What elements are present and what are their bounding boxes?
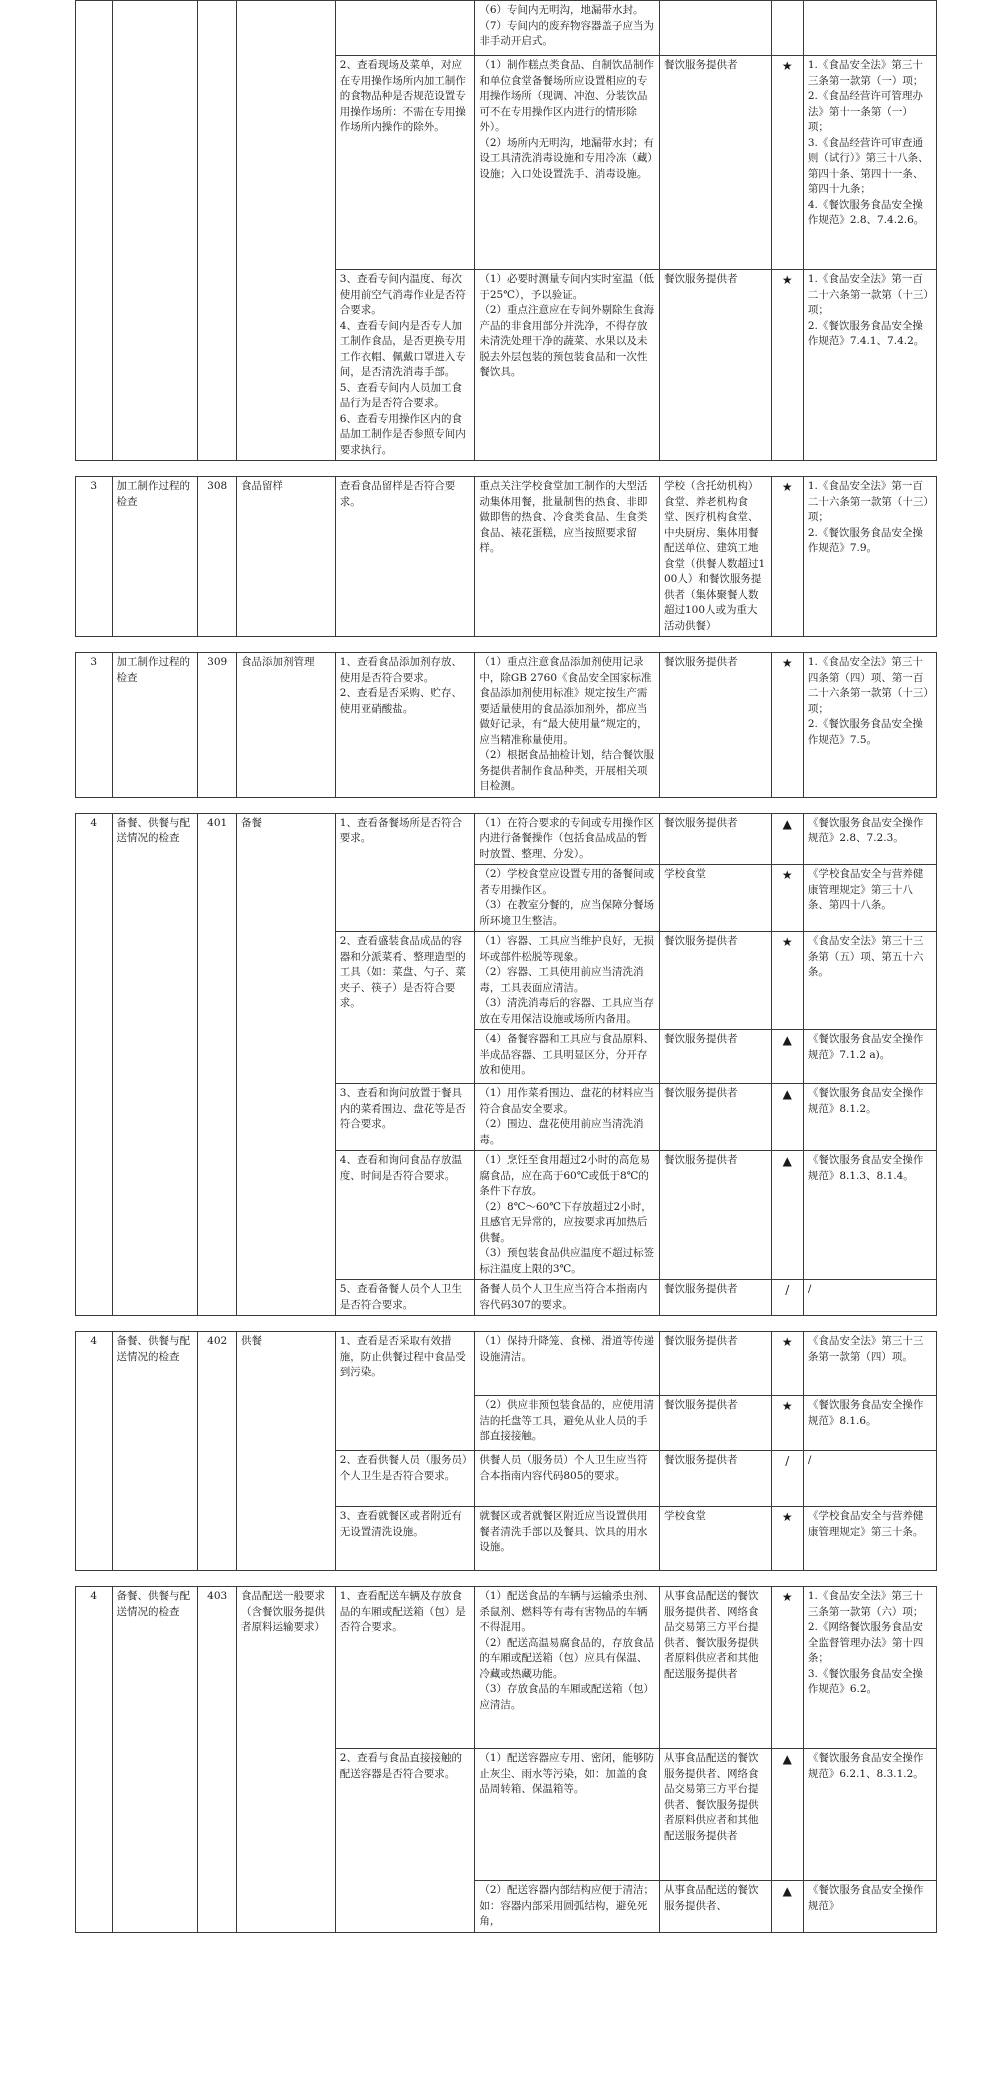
content-code: 401 bbox=[198, 813, 237, 1316]
item-number: 3 bbox=[76, 477, 113, 637]
legal-basis-line: 1.《食品安全法》第三十三条第一款第（六）项； bbox=[807, 1590, 924, 1618]
content-code: 402 bbox=[198, 1332, 237, 1571]
check-content-line: 查看食品留样是否符合要求。 bbox=[339, 480, 456, 508]
check-content bbox=[335, 1332, 475, 1451]
legal-basis bbox=[803, 865, 936, 932]
importance-mark: ▲ bbox=[771, 1084, 803, 1151]
legal-basis-line: 2.《餐饮服务食品安全操作规范》7.5。 bbox=[807, 718, 923, 746]
legal-basis bbox=[803, 1, 936, 56]
importance-mark: ▲ bbox=[771, 1030, 803, 1084]
legal-basis-line: 2.《餐饮服务食品安全操作规范》7.4.1、7.4.2。 bbox=[807, 319, 925, 347]
legal-basis bbox=[803, 653, 936, 798]
applicable-subject: 学校（含托幼机构）食堂、养老机构食堂、医疗机构食堂、中央厨房、集体用餐配送单位、建筑工地食堂（供餐人数超过100人）和餐饮服务提供者（集体聚餐人数超过100人或为重大活动供餐） bbox=[659, 477, 771, 637]
check-method bbox=[475, 270, 660, 461]
check-method-line: （7）专间内的废弃物容器盖子应当为非手动开启式。 bbox=[479, 19, 655, 47]
section-gap bbox=[76, 637, 937, 653]
applicable-subject: 餐饮服务提供者 bbox=[659, 1451, 771, 1507]
check-method-line: （2）重点注意应在专间外剔除生食海产品的非食用部分并洗净，不得存放未清洗处理干净的蔬菜、水果以及未脱去外层包装的预包装食品和一次性餐饮具。 bbox=[479, 304, 655, 378]
legal-basis bbox=[803, 1881, 936, 1933]
check-method-line: （2）配送高温易腐食品的，存放食品的车厢或配送箱（包）应具有保温、冷藏或热藏功能。 bbox=[479, 1636, 655, 1680]
legal-basis bbox=[803, 270, 936, 461]
check-method bbox=[475, 1030, 660, 1084]
content-code: 308 bbox=[198, 477, 237, 637]
check-method bbox=[475, 1451, 660, 1507]
check-method-line: （1）制作糕点类食品、自制饮品制作和单位食堂备餐场所应设置相应的专用操作场所（现调、冲泡、分装饮品可不在专用操作区内进行的情形除外）。 bbox=[479, 59, 655, 133]
check-method bbox=[475, 1084, 660, 1151]
check-category: 备餐、供餐与配送情况的检查 bbox=[112, 1587, 198, 1933]
legal-basis-line: 1.《食品安全法》第一百二十六条第一款第（十三）项； bbox=[807, 273, 929, 316]
legal-basis bbox=[803, 1030, 936, 1084]
check-method-line: （2）容器、工具使用前应当清洗消毒，工具表面应清洁。 bbox=[479, 966, 644, 994]
legal-basis-line: / bbox=[807, 1283, 812, 1295]
check-content-line: 6、查看专用操作区内的食品加工制作是否参照专间内要求执行。 bbox=[339, 412, 466, 456]
check-item: 食品添加剂管理 bbox=[237, 653, 336, 798]
importance-mark: ★ bbox=[771, 1587, 803, 1749]
check-method-line: （1）烹饪至食用超过2小时的高危易腐食品，应在高于60℃或低于8℃的条件下存放。 bbox=[479, 1154, 651, 1197]
check-method bbox=[475, 653, 660, 798]
importance-mark: ▲ bbox=[771, 1151, 803, 1280]
legal-basis bbox=[803, 1587, 936, 1749]
check-item: 食品配送一般要求（含餐饮服务提供者原料运输要求） bbox=[237, 1587, 336, 1933]
check-method bbox=[475, 1280, 660, 1316]
check-method-line: （1）重点注意食品添加剂使用记录中，除GB 2760《食品安全国家标准 食品添加剂使用标准》规定按生产需要适量使用的食品添加剂外，都应当做好记录，有“最大使用量”规定的，应当精准称量使用。 bbox=[479, 656, 652, 746]
check-method bbox=[475, 1332, 660, 1396]
check-method-line: （3）存放食品的车厢或配送箱（包）应清洁。 bbox=[479, 1683, 655, 1711]
check-content bbox=[335, 1084, 475, 1151]
check-method bbox=[475, 56, 660, 270]
legal-basis-line: 1.《食品安全法》第三十四条第（四）项、第一百二十六条第一款第（十三）项； bbox=[807, 656, 929, 715]
check-content bbox=[335, 1749, 475, 1933]
inspection-guide-table bbox=[75, 0, 937, 2096]
applicable-subject: 学校食堂 bbox=[659, 865, 771, 932]
table-row bbox=[76, 813, 937, 865]
check-method bbox=[475, 1749, 660, 1881]
legal-basis-line: 《餐饮服务食品安全操作规范》2.8、7.2.3。 bbox=[807, 816, 924, 844]
applicable-subject: 学校食堂 bbox=[659, 1507, 771, 1571]
legal-basis bbox=[803, 813, 936, 865]
legal-basis-line: 《学校食品安全与营养健康管理规定》第三十条。 bbox=[807, 1510, 924, 1538]
applicable-subject: 餐饮服务提供者 bbox=[659, 1332, 771, 1396]
legal-basis bbox=[803, 1084, 936, 1151]
applicable-subject: 餐饮服务提供者 bbox=[659, 932, 771, 1030]
legal-basis-line: 《餐饮服务食品安全操作规范》8.1.3、8.1.4。 bbox=[807, 1154, 924, 1182]
check-content-line: 3、查看和询问放置于餐具内的菜肴围边、盘花等是否符合要求。 bbox=[339, 1087, 466, 1130]
check-category bbox=[112, 1, 198, 461]
legal-basis-line: 《餐饮服务食品安全操作规范》8.1.6。 bbox=[807, 1399, 924, 1427]
check-content-line: 1、查看是否采取有效措施，防止供餐过程中食品受到污染。 bbox=[339, 1335, 466, 1378]
check-method-line: （3）在教室分餐的，应当保障分餐场所环境卫生整洁。 bbox=[479, 899, 655, 927]
check-content bbox=[335, 813, 475, 932]
check-item: 备餐 bbox=[237, 813, 336, 1316]
check-content-line: 2、查看现场及菜单，对应在专用操作场所内加工制作的食物品种是否规范设置专用操作场所：不需在专用操作场所内操作的除外。 bbox=[339, 59, 466, 133]
legal-basis bbox=[803, 1151, 936, 1280]
table-row bbox=[76, 653, 937, 798]
check-content bbox=[335, 1151, 475, 1280]
check-item bbox=[237, 1, 336, 461]
legal-basis-line: 2.《餐饮服务食品安全操作规范》7.9。 bbox=[807, 526, 923, 554]
applicable-subject: 餐饮服务提供者 bbox=[659, 56, 771, 270]
applicable-subject: 餐饮服务提供者 bbox=[659, 1151, 771, 1280]
section-gap bbox=[76, 461, 937, 477]
check-method-line: 就餐区或者就餐区附近应当设置供用餐者清洗手部以及餐具、饮具的用水设施。 bbox=[479, 1510, 648, 1553]
check-method-line: 重点关注学校食堂加工制作的大型活动集体用餐，批量制售的热食、非即做即售的热食、冷食类食品、生食类食品、裱花蛋糕，应当按照要求留样。 bbox=[479, 480, 648, 554]
item-number bbox=[76, 1, 113, 461]
check-method-line: （1）配送食品的车辆与运输杀虫剂、杀鼠剂、燃料等有毒有害物品的车辆不得混用。 bbox=[479, 1590, 655, 1633]
guide-table bbox=[75, 0, 937, 1933]
check-content-line: 3、查看专间内温度、每次使用前空气消毒作业是否符合要求。 bbox=[339, 273, 466, 316]
table-row bbox=[76, 477, 937, 637]
check-content-line: 5、查看专间内人员加工食品行为是否符合要求。 bbox=[339, 381, 462, 409]
check-method-line: （6）专间内无明沟，地漏带水封。 bbox=[479, 4, 644, 16]
legal-basis-line: 1.《食品安全法》第三十三条第一款第（一）项； bbox=[807, 59, 924, 87]
check-content bbox=[335, 1280, 475, 1316]
content-code bbox=[198, 1, 237, 461]
importance-mark bbox=[771, 1, 803, 56]
check-method-line: （1）必要时测量专间内实时室温（低于25℃），予以验证。 bbox=[479, 273, 655, 301]
check-item: 供餐 bbox=[237, 1332, 336, 1571]
applicable-subject: 餐饮服务提供者 bbox=[659, 653, 771, 798]
section-gap bbox=[76, 797, 937, 813]
check-method-line: （2）供应非预包装食品的，应使用清洁的托盘等工具，避免从业人员的手部直接接触。 bbox=[479, 1399, 655, 1442]
check-content-line: 5、查看备餐人员个人卫生是否符合要求。 bbox=[339, 1283, 462, 1311]
item-number: 4 bbox=[76, 1332, 113, 1571]
legal-basis-line: 《餐饮服务食品安全操作规范》 bbox=[807, 1884, 924, 1912]
legal-basis-line: 2.《食品经营许可管理办法》第十一条第（一）项； bbox=[807, 90, 923, 133]
applicable-subject: 餐饮服务提供者 bbox=[659, 1280, 771, 1316]
legal-basis-line: 3.《餐饮服务食品安全操作规范》6.2。 bbox=[807, 1667, 923, 1695]
check-content-line: 2、查看是否采购、贮存、使用亚硝酸盐。 bbox=[339, 687, 462, 715]
importance-mark: ★ bbox=[771, 56, 803, 270]
applicable-subject: 从事食品配送的餐饮服务提供者、网络食品交易第三方平台提供者、餐饮服务提供者原料供应者和其他配送服务提供者 bbox=[659, 1587, 771, 1749]
item-number: 4 bbox=[76, 813, 113, 1316]
check-method-line: （3）预包装食品供应温度不超过标签标注温度上限的3℃。 bbox=[479, 1247, 655, 1275]
importance-mark: ★ bbox=[771, 1332, 803, 1396]
check-method-line: （3）清洗消毒后的容器、工具应当存放在专用保洁设施或场所内备用。 bbox=[479, 997, 655, 1025]
applicable-subject: 餐饮服务提供者 bbox=[659, 1396, 771, 1451]
table-row bbox=[76, 1332, 937, 1396]
check-content bbox=[335, 56, 475, 270]
check-method-line: （2）学校食堂应设置专用的备餐间或者专用操作区。 bbox=[479, 868, 655, 896]
applicable-subject: 餐饮服务提供者 bbox=[659, 270, 771, 461]
check-method bbox=[475, 477, 660, 637]
check-method bbox=[475, 865, 660, 932]
applicable-subject bbox=[659, 1, 771, 56]
check-content-line: 1、查看备餐场所是否符合要求。 bbox=[339, 816, 462, 844]
section-gap bbox=[76, 1571, 937, 1587]
legal-basis bbox=[803, 1749, 936, 1881]
applicable-subject: 餐饮服务提供者 bbox=[659, 813, 771, 865]
legal-basis bbox=[803, 1280, 936, 1316]
table-row bbox=[76, 1587, 937, 1749]
legal-basis bbox=[803, 477, 936, 637]
check-method bbox=[475, 1881, 660, 1933]
check-method bbox=[475, 813, 660, 865]
legal-basis-line: 4.《餐饮服务食品安全操作规范》2.8、7.4.2.6。 bbox=[807, 198, 925, 226]
check-method-line: （2）场所内无明沟，地漏带水封；有设工具清洗消毒设施和专用冷冻（藏）设施；入口处设置洗手、消毒设施。 bbox=[479, 136, 655, 180]
legal-basis-line: 2.《网络餐饮服务食品安全监督管理办法》第十四条； bbox=[807, 1621, 924, 1664]
check-method bbox=[475, 1, 660, 56]
legal-basis-line: 3.《食品经营许可审查通则（试行）》第三十八条、第四十条、第四十一条、第四十九条； bbox=[807, 136, 929, 195]
content-code: 403 bbox=[198, 1587, 237, 1933]
importance-mark: ★ bbox=[771, 865, 803, 932]
importance-mark: ★ bbox=[771, 932, 803, 1030]
check-method bbox=[475, 1587, 660, 1749]
importance-mark: / bbox=[771, 1451, 803, 1507]
table-row bbox=[76, 1, 937, 56]
check-content-line: 1、查看配送车辆及存放食品的车厢或配送箱（包）是否符合要求。 bbox=[339, 1590, 466, 1633]
check-method-line: （4）备餐容器和工具应与食品原料、半成品容器、工具明显区分，分开存放和使用。 bbox=[479, 1033, 655, 1076]
check-category: 加工制作过程的检查 bbox=[112, 653, 198, 798]
applicable-subject: 餐饮服务提供者 bbox=[659, 1084, 771, 1151]
check-content bbox=[335, 1451, 475, 1507]
check-method-line: 备餐人员个人卫生应当符合本指南内容代码307的要求。 bbox=[479, 1283, 648, 1311]
legal-basis-line: 《食品安全法》第三十三条第一款第（四）项。 bbox=[807, 1335, 924, 1363]
legal-basis-line: 《学校食品安全与营养健康管理规定》第三十八条、第四十八条。 bbox=[807, 868, 924, 911]
check-content bbox=[335, 1507, 475, 1571]
check-content bbox=[335, 477, 475, 637]
check-content bbox=[335, 270, 475, 461]
check-method-line: （2）根据食品抽检计划，结合餐饮服务提供者制作食品种类，开展相关项目检测。 bbox=[479, 749, 655, 792]
importance-mark: ★ bbox=[771, 270, 803, 461]
legal-basis-line: 《餐饮服务食品安全操作规范》7.1.2 a)。 bbox=[807, 1033, 924, 1061]
check-method-line: （1）保持升降笼、食梯、滑道等传递设施清洁。 bbox=[479, 1335, 655, 1363]
check-method-line: （2）配送容器内部结构应便于清洁；如：容器内部采用圆弧结构，避免死角， bbox=[479, 1884, 655, 1927]
importance-mark: ★ bbox=[771, 477, 803, 637]
applicable-subject: 餐饮服务提供者 bbox=[659, 1030, 771, 1084]
check-category: 备餐、供餐与配送情况的检查 bbox=[112, 813, 198, 1316]
check-method bbox=[475, 1396, 660, 1451]
item-number: 4 bbox=[76, 1587, 113, 1933]
legal-basis bbox=[803, 1396, 936, 1451]
section-gap bbox=[76, 1316, 937, 1332]
check-content-line: 2、查看供餐人员（服务员）个人卫生是否符合要求。 bbox=[339, 1454, 468, 1482]
check-content-line: 2、查看与食品直接接触的配送容器是否符合要求。 bbox=[339, 1752, 462, 1780]
importance-mark: / bbox=[771, 1280, 803, 1316]
legal-basis-line: 《食品安全法》第三十三条第（五）项、第五十六条。 bbox=[807, 935, 924, 978]
importance-mark: ★ bbox=[771, 1507, 803, 1571]
check-method-line: （2）8℃～60℃下存放超过2小时，且感官无异常的，应按要求再加热后供餐。 bbox=[479, 1200, 652, 1244]
check-content bbox=[335, 653, 475, 798]
check-content-line: 4、查看专间内是否专人加工制作食品，是否更换专用工作衣帽、佩戴口罩进入专间，是否清洗消毒手部。 bbox=[339, 319, 466, 378]
check-content bbox=[335, 1587, 475, 1749]
legal-basis-line: 1.《食品安全法》第一百二十六条第一款第（十三）项； bbox=[807, 480, 929, 523]
check-method bbox=[475, 1507, 660, 1571]
check-category: 加工制作过程的检查 bbox=[112, 477, 198, 637]
legal-basis bbox=[803, 1451, 936, 1507]
legal-basis bbox=[803, 56, 936, 270]
legal-basis bbox=[803, 1332, 936, 1396]
importance-mark: ★ bbox=[771, 653, 803, 798]
check-method-line: 供餐人员（服务员）个人卫生应当符合本指南内容代码805的要求。 bbox=[479, 1454, 648, 1482]
check-method-line: （1）在符合要求的专间或专用操作区内进行备餐操作（包括食品成品的暂时放置、整理、分发）。 bbox=[479, 816, 655, 860]
check-content bbox=[335, 932, 475, 1084]
legal-basis-line: / bbox=[807, 1454, 812, 1466]
check-method-line: （1）容器、工具应当维护良好，无损坏或部件松脱等现象。 bbox=[479, 935, 655, 963]
importance-mark: ★ bbox=[771, 1396, 803, 1451]
importance-mark: ▲ bbox=[771, 813, 803, 865]
item-number: 3 bbox=[76, 653, 113, 798]
check-method-line: （1）配送容器应专用、密闭，能够防止灰尘、雨水等污染，如：加盖的食品周转箱、保温箱等。 bbox=[479, 1752, 655, 1795]
importance-mark: ▲ bbox=[771, 1749, 803, 1881]
check-item: 食品留样 bbox=[237, 477, 336, 637]
check-content bbox=[335, 1, 475, 56]
check-content-line: 2、查看盛装食品成品的容器和分派菜肴、整理造型的工具（如：菜盘、勺子、菜夹子、筷子）是否符合要求。 bbox=[339, 935, 466, 1009]
check-method bbox=[475, 932, 660, 1030]
check-category: 备餐、供餐与配送情况的检查 bbox=[112, 1332, 198, 1571]
check-content-line: 4、查看和询问食品存放温度、时间是否符合要求。 bbox=[339, 1154, 462, 1182]
check-method bbox=[475, 1151, 660, 1280]
legal-basis-line: 《餐饮服务食品安全操作规范》8.1.2。 bbox=[807, 1087, 924, 1115]
importance-mark: ▲ bbox=[771, 1881, 803, 1933]
legal-basis bbox=[803, 932, 936, 1030]
check-content-line: 1、查看食品添加剂存放、使用是否符合要求。 bbox=[339, 656, 462, 684]
applicable-subject: 从事食品配送的餐饮服务提供者、 bbox=[659, 1881, 771, 1933]
legal-basis-line: 《餐饮服务食品安全操作规范》6.2.1、8.3.1.2。 bbox=[807, 1752, 924, 1780]
legal-basis bbox=[803, 1507, 936, 1571]
content-code: 309 bbox=[198, 653, 237, 798]
check-method-line: （1）用作菜肴围边、盘花的材料应当符合食品安全要求。 bbox=[479, 1087, 655, 1115]
check-content-line: 3、查看就餐区或者附近有无设置清洗设施。 bbox=[339, 1510, 462, 1538]
applicable-subject: 从事食品配送的餐饮服务提供者、网络食品交易第三方平台提供者、餐饮服务提供者原料供应者和其他配送服务提供者 bbox=[659, 1749, 771, 1881]
check-method-line: （2）围边、盘花使用前应当清洗消毒。 bbox=[479, 1118, 644, 1146]
